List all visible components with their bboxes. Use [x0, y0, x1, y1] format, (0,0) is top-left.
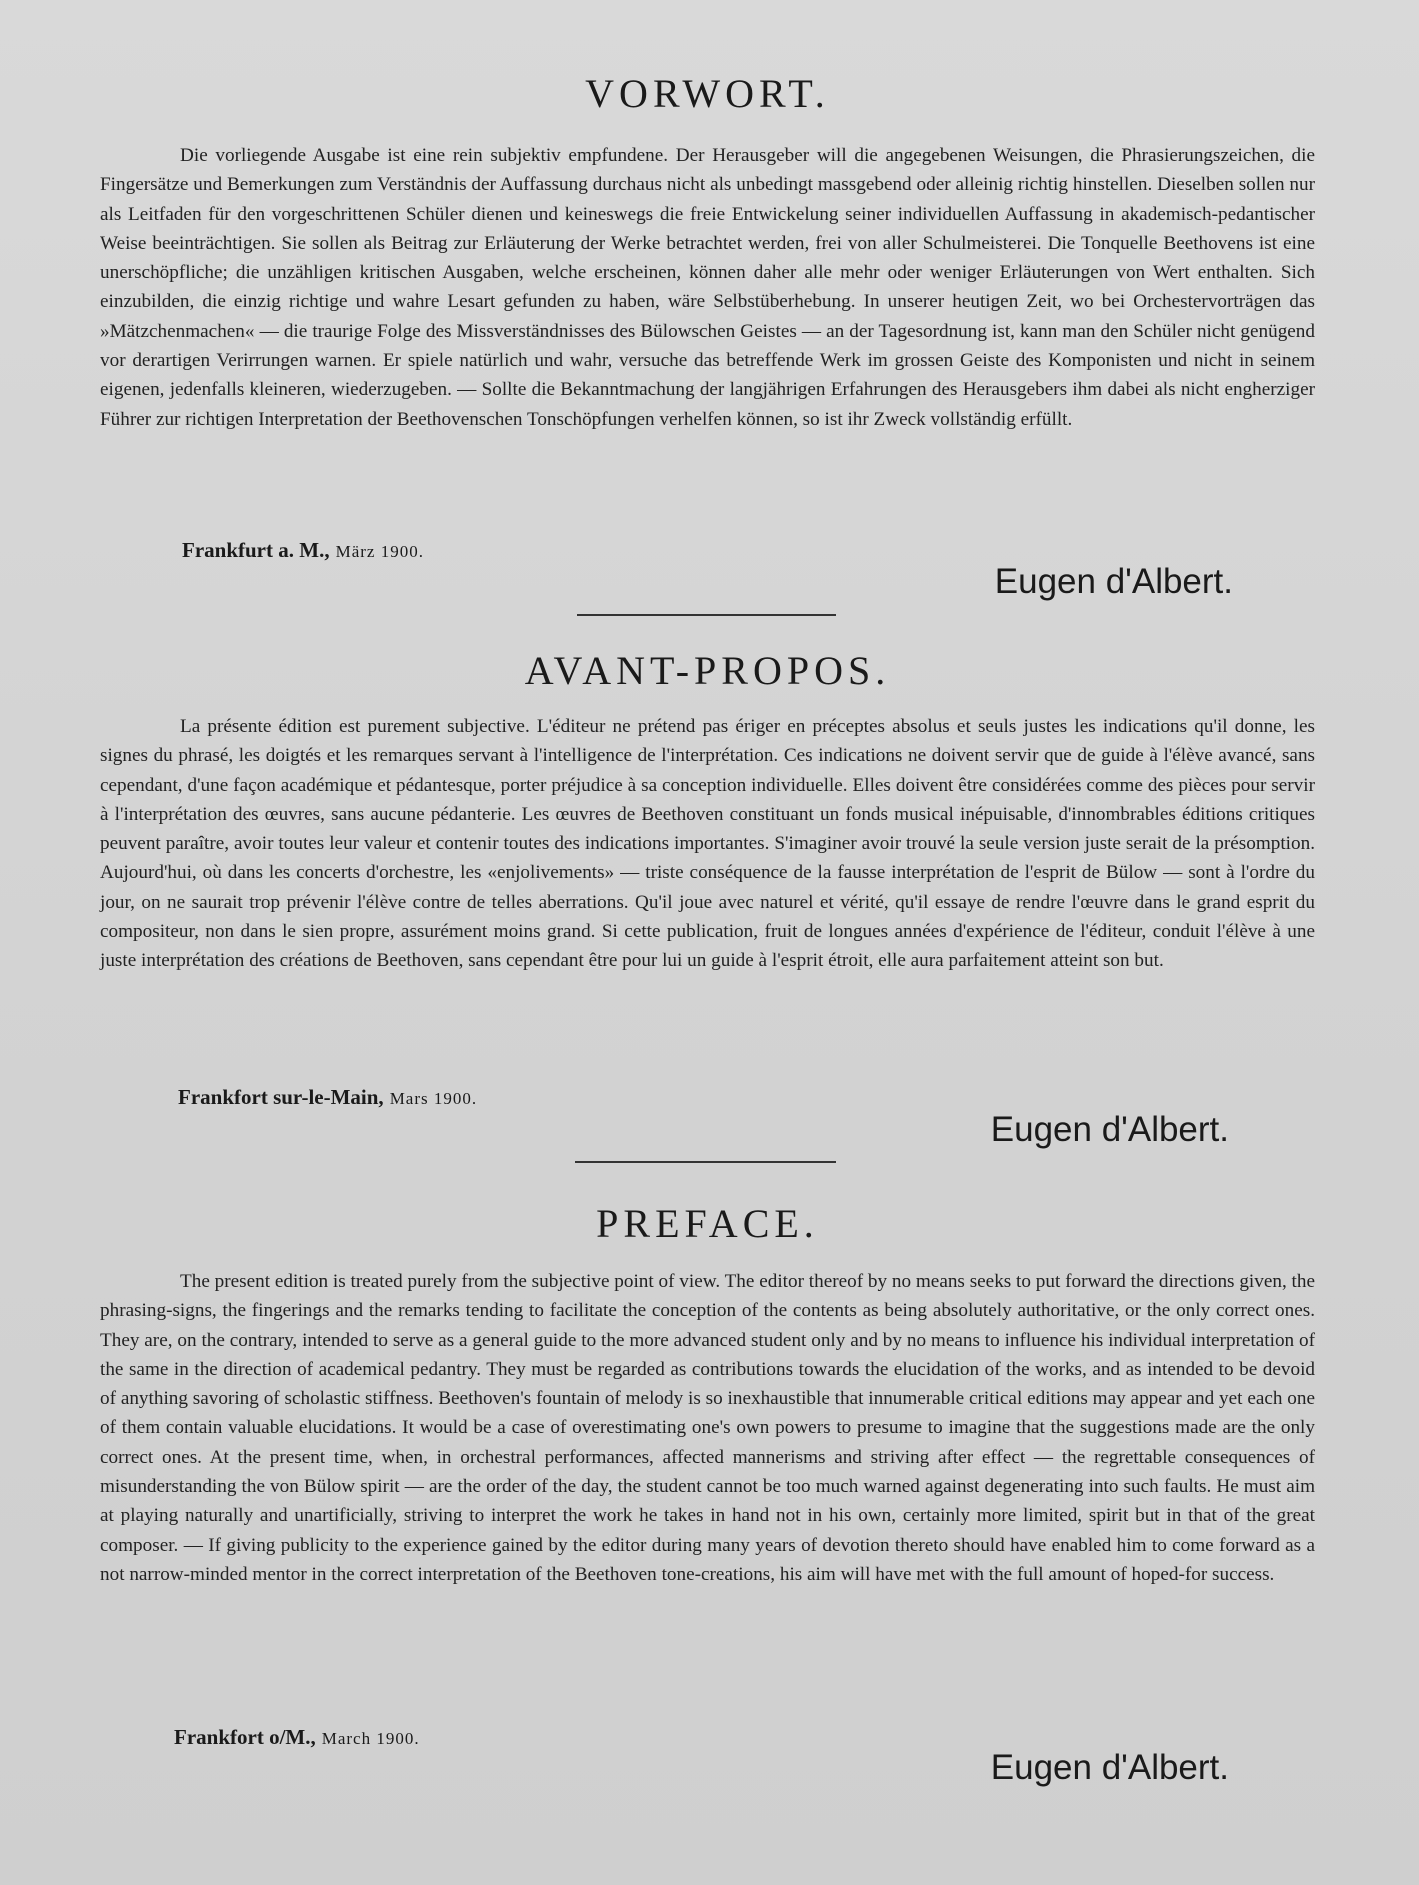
place-name: Frankfort o/M., [174, 1725, 316, 1749]
date-text: Mars 1900. [389, 1089, 478, 1108]
section-preface [100, 1200, 1315, 1589]
signature: Eugen d'Albert. [990, 1748, 1229, 1787]
place-name: Frankfurt a. M., [182, 538, 330, 562]
signature: Eugen d'Albert. [990, 1110, 1229, 1149]
section-title: VORWORT. [585, 71, 830, 116]
signature: Eugen d'Albert. [994, 562, 1233, 601]
section-divider [575, 1161, 836, 1163]
section-avant-propos [100, 647, 1315, 976]
section-body: Die vorliegende Ausgabe ist eine rein subjektiv empfundene. Der Herausgeber will die angegebenen Weisungen, die Phrasierungszeichen, die Fingersätze und Bemerkungen zum Verständnis der Auffassung durchaus nicht als unbedingt massgebend oder alleinig richtig hinstellen. Dieselben sollen nur als Leitfaden für den vorgeschrittenen Schüler dienen und keineswegs die freie Entwickelung seiner individuellen Auffassung in akademisch-pedantischer Weise beeinträchtigen. Sie sollen als Beitrag zur Erläuterung der Werke betrachtet werden, frei von aller Schulmeisterei. Die Tonquelle Beethovens ist eine unerschöpfliche; die unzähligen kritischen Ausgaben, welche erscheinen, können daher alle mehr oder weniger Erläuterungen von Wert enthalten. Sich einzubilden, die einzig richtige und wahre Lesart gefunden zu haben, wäre Selbstüberhebung. In unserer heutigen Zeit, wo bei Orchestervorträgen das »Mätzchenmachen« — die traurige Folge des Missverständnisses des Bülowschen Geistes — an der Tagesordnung ist, kann man den Schüler nicht genügend vor derartigen Verirrungen warnen. Er spiele natürlich und wahr, versuche das betreffende Werk im grossen Geiste des Komponisten und nicht in seinem eigenen, jedenfalls kleineren, wiederzugeben. — Sollte die Bekanntmachung der langjährigen Erfahrungen des Herausgebers ihm dabei als nicht engherziger Führer zur richtigen Interpretation der Beethovenschen Tonschöpfungen verhelfen können, so ist ihr Zweck vollständig erfüllt. [100, 145, 1315, 430]
section-divider [577, 614, 836, 616]
place-date-line [174, 1725, 420, 1750]
section-vorwort [100, 70, 1315, 434]
section-body: La présente édition est purement subjective. L'éditeur ne prétend pas ériger en préceptes absolus et seuls justes les indications qu'il donne, les signes du phrasé, les doigtés et les remarques servant à l'intelligence de l'interprétation. Ces indications ne doivent servir que de guide à l'élève avancé, sans cependant, d'une façon académique et pédantesque, porter préjudice à sa conception individuelle. Elles doivent être considérées comme des pièces pour servir à l'interprétation des œuvres, sans aucune pédanterie. Les œuvres de Beethoven constituant un fonds musical inépuisable, d'innombrables éditions critiques peuvent paraître, avoir toutes leur valeur et contenir toutes des indications importantes. S'imaginer avoir trouvé la seule version juste serait de la présomption. Aujourd'hui, où dans les concerts d'orchestre, les «enjolivements» — triste conséquence de la fausse interprétation de l'esprit de Bülow — sont à l'ordre du jour, on ne saurait trop prévenir l'élève contre de telles aberrations. Qu'il joue avec naturel et vérité, qu'il essaye de rendre l'œuvre dans le grand esprit du compositeur, non dans le sien propre, assurément moins grand. Si cette publication, fruit de longues années d'expérience de l'éditeur, conduit l'élève à une juste interprétation des créations de Beethoven, sans cependant être pour lui un guide à l'esprit étroit, elle aura parfaitement atteint son but. [100, 716, 1315, 972]
section-body: The present edition is treated purely from the subjective point of view. The editor thereof by no means seeks to put forward the directions given, the phrasing-signs, the fingerings and the remarks tending to facilitate the conception of the contents as being absolutely authoritative, or the only correct ones. They are, on the contrary, intended to serve as a general guide to the more advanced student only and by no means to influence his individual interpretation of the same in the direction of academical pedantry. They must be regarded as contributions towards the elucidation of the works, and as intended to be devoid of anything savoring of scholastic stiffness. Beethoven's fountain of melody is so inexhaustible that innumerable critical editions may appear and yet each one of them contain valuable elucidations. It would be a case of overestimating one's own powers to presume to imagine that the suggestions made are the only correct ones. At the present time, when, in orchestral performances, affected mannerisms and striving after effect — the regrettable consequences of misunderstanding the von Bülow spirit — are the order of the day, the student cannot be too much warned against degenerating into such faults. He must aim at playing naturally and unartificially, striving to interpret the work he takes in hand not in his own, certainly more limited, spirit but in that of the great composer. — If giving publicity to the experience gained by the editor during many years of devotion thereto should have enabled him to come forward as a not narrow-minded mentor in the correct interpretation of the Beethoven tone-creations, his aim will have met with the full amount of hoped-for success. [100, 1271, 1315, 1585]
section-title: AVANT-PROPOS. [524, 648, 891, 693]
section-title: PREFACE. [596, 1201, 819, 1246]
place-name: Frankfort sur-le-Main, [178, 1085, 384, 1109]
place-date-line [178, 1085, 477, 1110]
date-text: March 1900. [321, 1729, 420, 1748]
place-date-line [182, 538, 424, 563]
date-text: März 1900. [335, 542, 424, 561]
